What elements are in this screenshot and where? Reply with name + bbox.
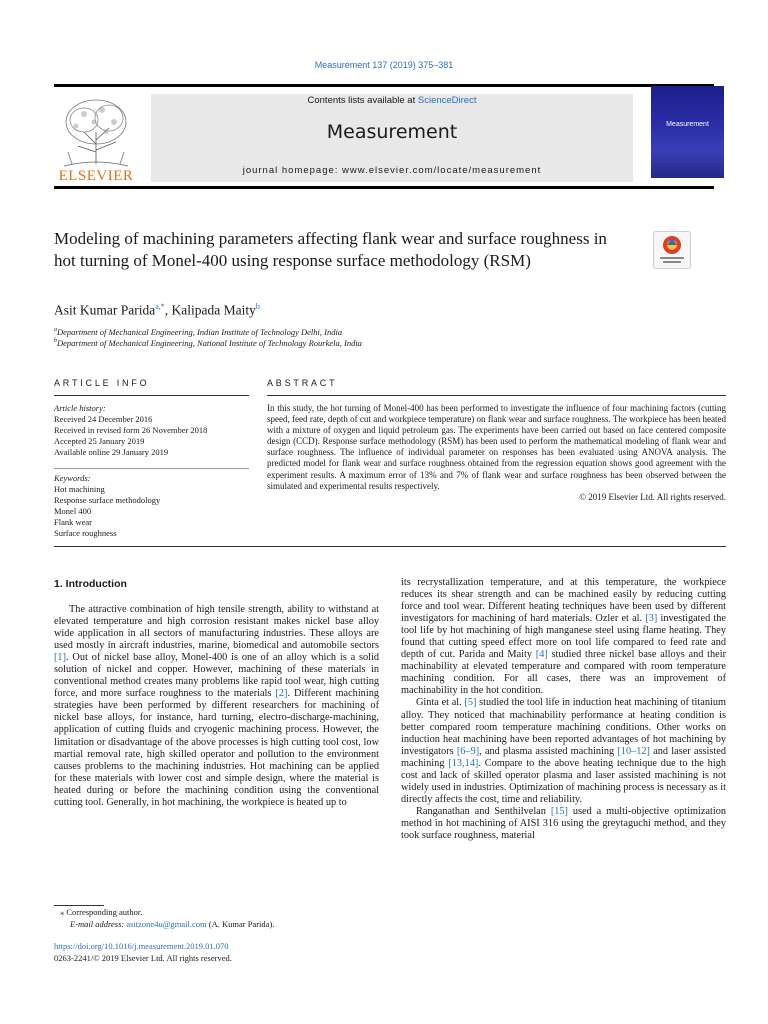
keyword: Flank wear [54, 517, 93, 527]
email-note: E-mail address: asitzone4u@gmail.com (A. Kumar Parida). [70, 919, 275, 929]
corresponding-author-note: ⁎ Corresponding author. [60, 907, 143, 917]
section-heading-introduction: 1. Introduction [54, 578, 127, 590]
header-bottom-rule [54, 186, 714, 189]
header-top-rule [54, 84, 714, 87]
body-column-right: its recrystallization temperature, and at this temperature, the workpiece reduces its shear strength and can be machined easily by reducing cutting force and tool wear. Different heating techniques have been used by different investigators for machining of hard materials. Ozler et al. [3] investigated the tool life by hot machining of high manganese steel using flame heating. They found that cutting speed effect more on tool life compared to feed rate and depth of cut. Parida and Maity [4] studied three nickel base alloys and their machinability at elevated temperature and compared with room temperature machining condition. For all cases, there was an improvement of machinability in the hot condition. Ginta et al. [5] studied the tool life in induction heat machining of titanium alloy. They noticed that machinability performance at heating condition is better compared room temperature machining conditions. Other works on induction heat machining have been reported advantages of hot machining by investigators [6–9], and plasma assisted machining [10–12] and laser assisted machining [13,14]. Compare to the above heating technique due to the high cost and lack of skilled operator plasma and laser assisted machining is not widely used in industries. Optimization of machining process is necessary as it directly affects the cost, time and reliability. Ranganathan and Senthilvelan [15] used a multi-objective optimization method in hot machining of AISI 316 using the greytaguchi method, and they took surface roughness, material [401, 577, 727, 841]
author-name: Asit Kumar Parida [54, 302, 156, 318]
section-rule [54, 546, 726, 547]
citation-link[interactable]: [3] [645, 613, 658, 625]
affiliation-b: $^b$Department of Mechanical Engineering, National Institute of Technology Rourkela, India [54, 338, 362, 348]
journal-homepage[interactable]: journal homepage: www.elsevier.com/locate/measurement [242, 165, 542, 176]
sciencedirect-link[interactable]: ScienceDirect [417, 95, 477, 106]
abstract-body [267, 403, 726, 503]
abstract-heading: ABSTRACT [267, 378, 338, 388]
body-column-left: The attractive combination of high tensile strength, ability to withstand at elevated temperature and high corrosion resistant makes nickel base alloy wide application in all sectors of manufacturing industries. These alloys are used mostly in aircraft industries, marine, biomedical and automobile sectors [1]. Out of nickel base alloy, Monel-400 is one of an alloy which is a solid solution of nickel and copper. However, machining of these materials in conventional method creates many problems like rapid tool wear, high cutting force, and more surface roughness to the materials [2]. Different machining strategies have been performed by different researchers for machining of nickel base alloys, for instance, hard turning, electro-discharge-machining, application of cutting fluids and cryogenic machining process. However, the limitation or disadvantage of the above processes is high cutting tool cost, low martial removal rate, high skilled operator and pollution to the environment causes problems to the machining industries. Hot machining can be applied for these materials with lower cost and simple design, where the material is heated during or before the machining condition using the conventional cutting tool. Generally, in hot machining, the workpiece is heated up to [54, 604, 379, 808]
article-info-heading: ARTICLE INFO [54, 378, 150, 388]
abstract-copyright: © 2019 Elsevier Ltd. All rights reserved. [579, 491, 726, 502]
check-for-updates-badge[interactable] [653, 231, 691, 269]
author-affil-marker[interactable]: b [255, 302, 260, 311]
citation-link[interactable]: [15] [550, 805, 568, 817]
article-title: Modeling of machining parameters affecting flank wear and surface roughness in hot turning of Monel-400 using response surface methodology (RSM) [54, 229, 607, 270]
citation-link[interactable]: [10–12] [617, 745, 650, 757]
author-affil-marker[interactable]: a,* [155, 302, 165, 311]
journal-citation[interactable]: Measurement 137 (2019) 375–381 [314, 60, 454, 70]
info-rule [54, 395, 249, 396]
doi-link[interactable]: https://doi.org/10.1016/j.measurement.2019.01.070 [54, 941, 229, 951]
keyword: Response surface methodology [54, 495, 161, 505]
citation-link[interactable]: [1] [54, 652, 67, 664]
abstract-text: In this study, the hot turning of Monel-400 has been performed to investigate the influence of four machining factors (cutting speed, feed rate, depth of cut and workpiece temperature) on flank wear and surface roughness. The workpiece has been heated with a mixture of oxygen and liquid petroleum gas. The experiments have been carried out based on face centered composite design (CCD). Response surface methodology (RSM) has been used to perform the mathematical modeling of flank wear and surface roughness. The influence of individual parameter on responses has been evaluated using ANOVA analysis. The predicted model for flank wear and surface roughness obtained from the regression equation shows good agreement with the experiment results. A maximum error of 13% and 7% of flank wear and surface roughness has been observed between the simulated and experimental results respectively. [267, 403, 726, 491]
citation-link[interactable]: [13,14] [448, 757, 479, 769]
keywords-block: Keywords: Hot machining Response surface methodology Monel 400 Flank wear Surface roughness [54, 473, 254, 539]
contents-line: Contents lists available at ScienceDirect [307, 95, 477, 106]
journal-cover-image [651, 86, 724, 178]
citation-link[interactable]: [4] [535, 649, 548, 661]
info-divider [54, 468, 249, 469]
check-updates-icon [654, 232, 690, 268]
keyword: Hot machining [54, 484, 105, 494]
keyword: Surface roughness [54, 528, 117, 538]
author-name: Kalipada Maity [171, 302, 256, 318]
citation-link[interactable]: [6–9] [456, 745, 480, 757]
keyword: Monel 400 [54, 506, 92, 516]
issn-copyright: 0263-2241/© 2019 Elsevier Ltd. All rights reserved. [54, 953, 232, 963]
article-history: Article history: Received 24 December 2016 Received in revised form 26 November 2018 Accepted 25 January 2019 Available online 29 January 2019 [54, 403, 208, 457]
publisher-logo-text: ELSEVIER [58, 168, 134, 184]
affiliation-a: $^a$Department of Mechanical Engineering, Indian Institute of Technology Delhi, India [54, 327, 343, 337]
citation-link[interactable]: [2] [275, 688, 288, 700]
author-list: Asit Kumar Parida$^{a,*}$, Kalipada Maity$^b$ [54, 302, 260, 318]
journal-name: Measurement [326, 121, 458, 143]
cover-title: Measurement [666, 121, 709, 128]
footnote-rule [54, 905, 104, 906]
email-link[interactable]: asitzone4u@gmail.com [126, 919, 207, 929]
abstract-rule [267, 395, 726, 396]
citation-link[interactable]: [5] [464, 697, 477, 709]
